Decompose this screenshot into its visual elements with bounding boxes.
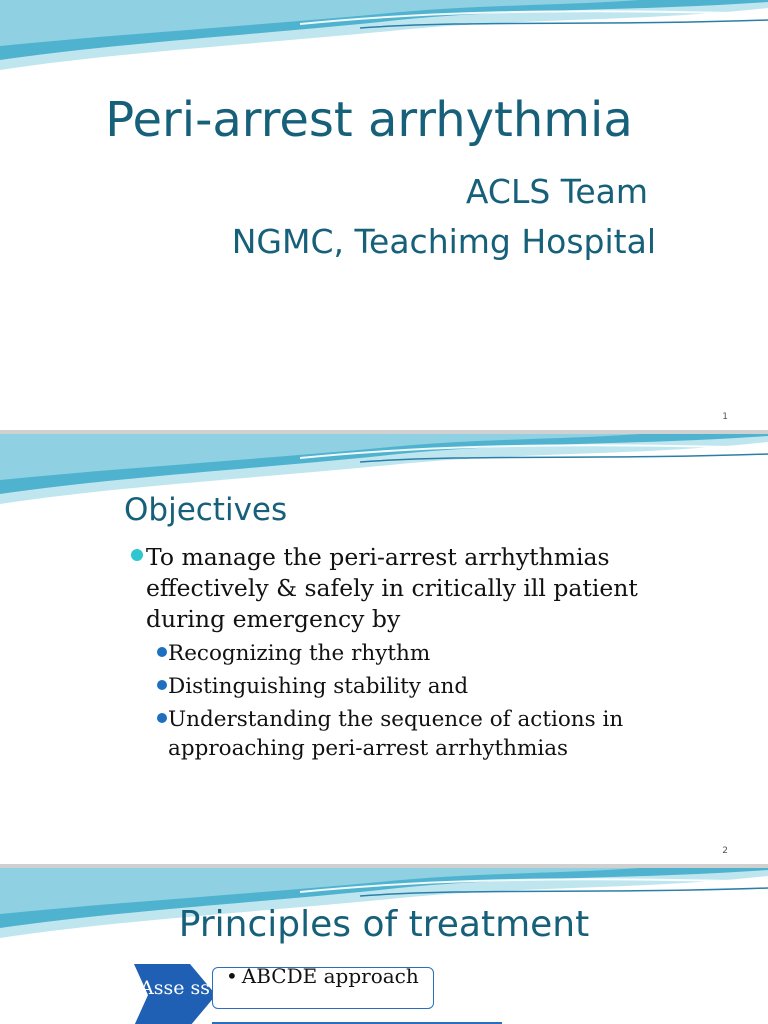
bullet-dot-icon: • bbox=[226, 964, 238, 988]
slide-number: 1 bbox=[722, 412, 728, 422]
slide-title: Principles of treatment bbox=[178, 904, 590, 945]
bullet-dot-icon bbox=[157, 680, 167, 690]
sub-bullet-text: Understanding the sequence of actions in approaching peri-arrest arrhythmias bbox=[168, 707, 624, 761]
sub-bullet-item bbox=[128, 639, 648, 668]
wave-header-icon bbox=[0, 0, 768, 80]
sub-bullet-item bbox=[128, 672, 648, 701]
slide-subtitle-hospital: NGMC, Teachimg Hospital bbox=[231, 222, 656, 261]
sub-bullet-text: Recognizing the rhythm bbox=[168, 641, 431, 666]
step-box-text bbox=[226, 965, 426, 987]
slide-subtitle-team: ACLS Team bbox=[465, 172, 648, 211]
slide-2[interactable] bbox=[0, 434, 768, 864]
slide-title: Peri-arrest arrhythmia bbox=[105, 92, 633, 148]
slide-1[interactable] bbox=[0, 0, 768, 430]
sub-bullet-text: Distinguishing stability and bbox=[168, 674, 469, 699]
bullet-item bbox=[128, 542, 648, 635]
bullet-list bbox=[128, 542, 648, 763]
slide-3[interactable] bbox=[0, 868, 768, 1024]
bullet-dot-icon bbox=[157, 647, 167, 657]
sub-bullet-item bbox=[128, 705, 648, 763]
wave-header-icon bbox=[0, 434, 768, 514]
bullet-text: To manage the peri-arrest arrhythmias effectively & safely in critically ill patient during emergency by bbox=[146, 543, 638, 633]
bullet-dot-icon bbox=[157, 713, 167, 723]
step-text: ABCDE approach bbox=[241, 964, 419, 988]
bullet-dot-icon bbox=[131, 549, 143, 561]
slide-title: Objectives bbox=[124, 492, 288, 528]
chevron-label: Asse ss bbox=[139, 977, 210, 999]
slide-number: 2 bbox=[722, 846, 728, 856]
